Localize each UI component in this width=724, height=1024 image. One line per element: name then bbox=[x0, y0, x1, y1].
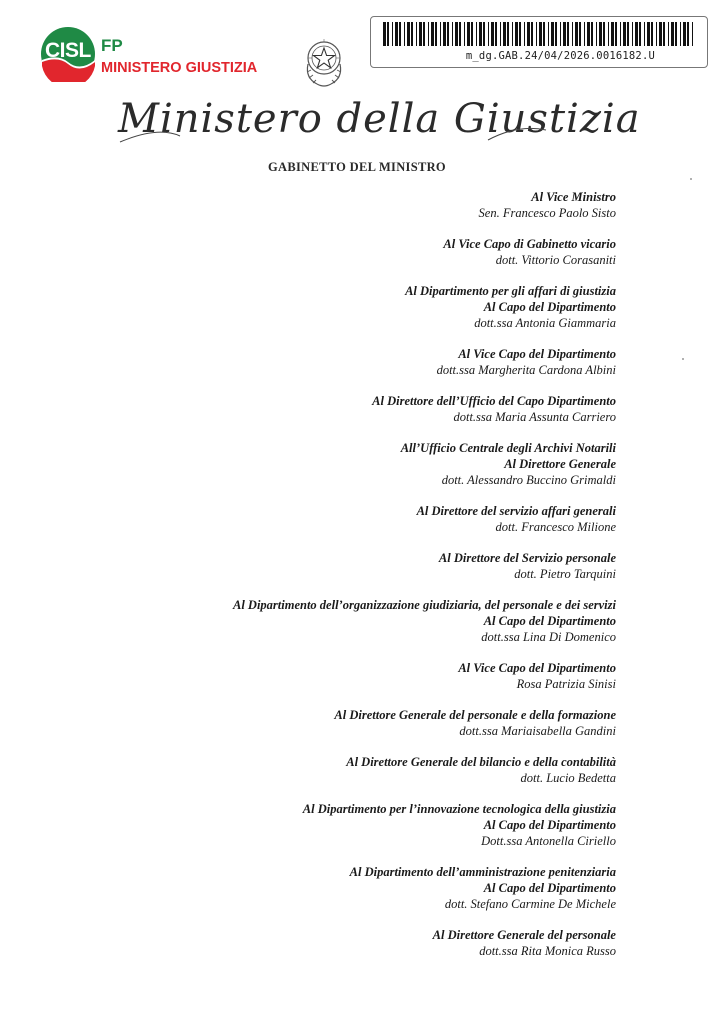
recipient-subtitle: Al Capo del Dipartimento bbox=[483, 300, 616, 314]
barcode-bar bbox=[615, 22, 617, 46]
protocol-number: m_dg.GAB.24/04/2026.0016182.U bbox=[465, 50, 655, 62]
recipient-title: Al Vice Capo del Dipartimento bbox=[458, 347, 616, 361]
recipient-title: Al Direttore del Servizio personale bbox=[438, 551, 616, 565]
recipient-subtitle: Al Capo del Dipartimento bbox=[483, 614, 616, 628]
recipient-name: dott.ssa Margherita Cardona Albini bbox=[436, 363, 616, 377]
barcode-bar bbox=[519, 22, 521, 46]
barcode-bar bbox=[692, 22, 693, 46]
barcode-bar bbox=[512, 22, 513, 46]
barcode-bar bbox=[404, 22, 405, 46]
recipient-title: All’Ufficio Centrale degli Archivi Notarili bbox=[400, 441, 616, 455]
recipient-block bbox=[56, 801, 616, 849]
barcode-bar bbox=[591, 22, 593, 46]
barcode-bar bbox=[555, 22, 557, 46]
barcode-bar bbox=[527, 22, 530, 46]
recipient-title: Al Dipartimento per gli affari di giustizia bbox=[405, 284, 616, 298]
barcode-bar bbox=[459, 22, 461, 46]
recipient-name: dott.ssa Maria Assunta Carriero bbox=[453, 410, 616, 424]
barcode-bar bbox=[447, 22, 449, 46]
barcode-bar bbox=[507, 22, 509, 46]
barcode-bar bbox=[471, 22, 473, 46]
recipient-subtitle: Al Capo del Dipartimento bbox=[483, 818, 616, 832]
barcode-bar bbox=[395, 22, 398, 46]
barcode-bar bbox=[623, 22, 626, 46]
barcode-bar bbox=[608, 22, 609, 46]
barcode bbox=[383, 22, 695, 46]
barcode-bar bbox=[452, 22, 453, 46]
barcode-bar bbox=[383, 22, 386, 46]
recipient-subtitle: Al Direttore Generale bbox=[504, 457, 616, 471]
barcode-bar bbox=[687, 22, 689, 46]
recipient-title: Al Direttore del servizio affari generali bbox=[416, 504, 616, 518]
logo-brand: CISL bbox=[45, 39, 91, 62]
recipient-name: dott.ssa Lina Di Domenico bbox=[481, 630, 616, 644]
barcode-bar bbox=[603, 22, 605, 46]
logo-subtitle: MINISTERO GIUSTIZIA bbox=[101, 60, 258, 76]
recipient-title: Al Vice Capo di Gabinetto vicario bbox=[443, 237, 616, 251]
barcode-bar bbox=[563, 22, 566, 46]
recipient-name: dott. Alessandro Buccino Grimaldi bbox=[441, 473, 616, 487]
barcode-bar bbox=[639, 22, 641, 46]
barcode-bar bbox=[387, 22, 389, 46]
barcode-bar bbox=[560, 22, 561, 46]
recipient-title: Al Direttore Generale del bilancio e della contabilità bbox=[346, 755, 616, 769]
recipient-name: dott. Francesco Milione bbox=[495, 520, 616, 534]
barcode-bar bbox=[680, 22, 681, 46]
barcode-bar bbox=[683, 22, 686, 46]
barcode-bar bbox=[416, 22, 417, 46]
barcode-bar bbox=[587, 22, 590, 46]
recipient-block bbox=[56, 346, 616, 378]
recipient-name: dott. Lucio Bedetta bbox=[520, 771, 616, 785]
italian-republic-emblem-icon bbox=[299, 34, 349, 90]
barcode-bar bbox=[659, 22, 662, 46]
barcode-bar bbox=[599, 22, 602, 46]
barcode-bar bbox=[611, 22, 614, 46]
barcode-bar bbox=[431, 22, 434, 46]
recipient-block bbox=[56, 864, 616, 912]
barcode-bar bbox=[476, 22, 477, 46]
barcode-bar bbox=[479, 22, 482, 46]
barcode-bar bbox=[671, 22, 674, 46]
recipient-block bbox=[56, 927, 616, 959]
barcode-bar bbox=[392, 22, 393, 46]
barcode-bar bbox=[627, 22, 629, 46]
barcode-bar bbox=[620, 22, 621, 46]
barcode-bar bbox=[663, 22, 665, 46]
recipient-name: Rosa Patrizia Sinisi bbox=[516, 677, 616, 691]
barcode-bar bbox=[515, 22, 518, 46]
barcode-bar bbox=[632, 22, 633, 46]
barcode-bar bbox=[596, 22, 597, 46]
recipient-subtitle: Al Capo del Dipartimento bbox=[483, 881, 616, 895]
barcode-bar bbox=[551, 22, 554, 46]
recipient-name: Sen. Francesco Paolo Sisto bbox=[478, 206, 616, 220]
recipient-title: Al Dipartimento per l’innovazione tecnologica della giustizia bbox=[302, 802, 616, 816]
barcode-bar bbox=[419, 22, 422, 46]
barcode-bar bbox=[635, 22, 638, 46]
scan-speck bbox=[690, 178, 692, 180]
recipient-title: Al Direttore Generale del personale bbox=[432, 928, 616, 942]
barcode-bar bbox=[500, 22, 501, 46]
barcode-bar bbox=[495, 22, 497, 46]
barcode-bar bbox=[423, 22, 425, 46]
barcode-bar bbox=[464, 22, 465, 46]
barcode-bar bbox=[531, 22, 533, 46]
barcode-bar bbox=[503, 22, 506, 46]
recipient-block bbox=[56, 660, 616, 692]
recipient-block bbox=[56, 707, 616, 739]
barcode-bar bbox=[579, 22, 581, 46]
barcode-bar bbox=[584, 22, 585, 46]
recipient-block bbox=[56, 597, 616, 645]
cisl-fp-logo bbox=[40, 26, 280, 82]
barcode-bar bbox=[399, 22, 401, 46]
recipient-title: Al Vice Capo del Dipartimento bbox=[458, 661, 616, 675]
recipient-block bbox=[56, 550, 616, 582]
recipient-block bbox=[56, 236, 616, 268]
barcode-bar bbox=[548, 22, 549, 46]
barcode-bar bbox=[675, 22, 677, 46]
barcode-bar bbox=[467, 22, 470, 46]
recipient-name: dott. Vittorio Corasaniti bbox=[495, 253, 616, 267]
scan-speck bbox=[682, 358, 684, 360]
recipient-block bbox=[56, 393, 616, 425]
barcode-bar bbox=[443, 22, 446, 46]
ministry-name: Ministero della Giustizia bbox=[118, 96, 641, 142]
recipient-title: Al Dipartimento dell’amministrazione penitenziaria bbox=[349, 865, 616, 879]
barcode-bar bbox=[567, 22, 569, 46]
barcode-bar bbox=[488, 22, 489, 46]
barcode-bar bbox=[440, 22, 441, 46]
barcode-bar bbox=[575, 22, 578, 46]
barcode-bar bbox=[572, 22, 573, 46]
barcode-bar bbox=[435, 22, 437, 46]
office-name: GABINETTO DEL MINISTRO bbox=[268, 160, 446, 174]
barcode-bar bbox=[455, 22, 458, 46]
recipient-block bbox=[56, 283, 616, 331]
recipient-title: Al Direttore dell’Ufficio del Capo Dipartimento bbox=[372, 394, 616, 408]
recipient-title: Al Vice Ministro bbox=[531, 190, 616, 204]
recipient-name: dott.ssa Rita Monica Russo bbox=[479, 944, 616, 958]
barcode-bar bbox=[524, 22, 525, 46]
recipient-name: dott.ssa Mariaisabella Gandini bbox=[459, 724, 616, 738]
recipient-title: Al Direttore Generale del personale e della formazione bbox=[334, 708, 616, 722]
recipient-block bbox=[56, 440, 616, 488]
barcode-bar bbox=[428, 22, 429, 46]
barcode-bar bbox=[543, 22, 545, 46]
recipient-name: dott. Stefano Carmine De Michele bbox=[444, 897, 616, 911]
barcode-bar bbox=[651, 22, 653, 46]
recipient-list bbox=[56, 189, 616, 974]
barcode-bar bbox=[411, 22, 413, 46]
logo-division: FP bbox=[101, 36, 123, 55]
barcode-bar bbox=[491, 22, 494, 46]
barcode-bar bbox=[656, 22, 657, 46]
recipient-name: dott. Pietro Tarquini bbox=[514, 567, 616, 581]
barcode-bar bbox=[536, 22, 537, 46]
barcode-bar bbox=[539, 22, 542, 46]
recipient-block bbox=[56, 754, 616, 786]
recipient-block bbox=[56, 189, 616, 221]
recipient-title: Al Dipartimento dell’organizzazione giudiziaria, del personale e dei servizi bbox=[232, 598, 616, 612]
barcode-bar bbox=[644, 22, 645, 46]
ministry-flourish bbox=[118, 96, 641, 156]
barcode-bar bbox=[668, 22, 669, 46]
recipient-name: dott.ssa Antonia Giammaria bbox=[474, 316, 616, 330]
barcode-bar bbox=[647, 22, 650, 46]
recipient-name: Dott.ssa Antonella Ciriello bbox=[481, 834, 616, 848]
barcode-bar bbox=[407, 22, 410, 46]
protocol-stamp bbox=[370, 16, 708, 68]
recipient-block bbox=[56, 503, 616, 535]
barcode-bar bbox=[483, 22, 485, 46]
